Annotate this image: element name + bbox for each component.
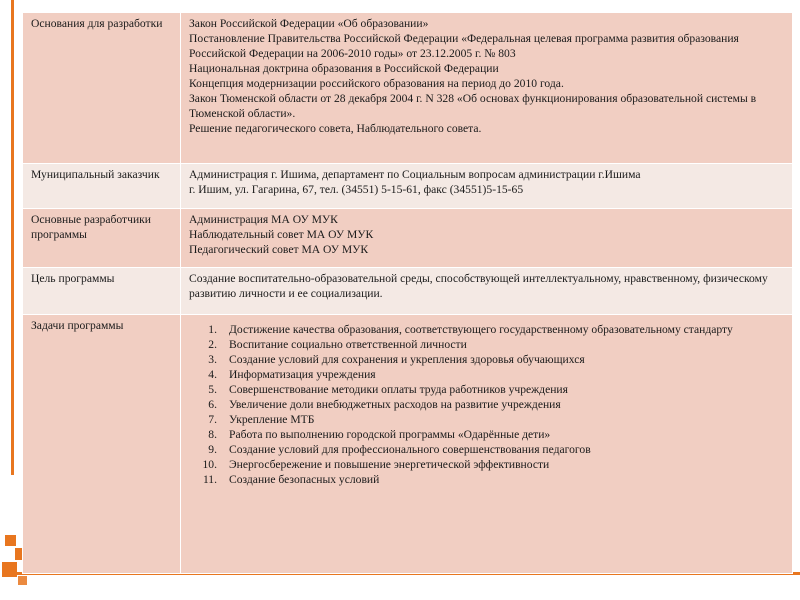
task-number: 4. <box>208 368 217 381</box>
task-number: 3. <box>208 353 217 366</box>
table-row <box>23 268 793 315</box>
decorative-square <box>2 562 17 577</box>
row-content-developers <box>181 209 793 268</box>
developer-line: Наблюдательный совет МА ОУ МУК <box>189 228 374 241</box>
list-item <box>189 382 786 397</box>
decorative-square <box>18 576 27 585</box>
decorative-vertical-line <box>11 0 14 475</box>
row-content-tasks <box>181 315 793 574</box>
task-number: 5. <box>208 383 217 396</box>
row-label-customer: Муниципальный заказчик <box>23 164 181 209</box>
list-item <box>189 457 786 472</box>
task-list <box>189 322 786 487</box>
task-number: 6. <box>208 398 217 411</box>
row-label-goal: Цель программы <box>23 268 181 315</box>
list-item <box>189 322 786 337</box>
task-text: Укрепление МТБ <box>229 413 315 426</box>
list-item <box>189 472 786 487</box>
basis-line: Закон Тюменской области от 28 декабря 2004 г. N 328 «Об основах функционирования образовательной системы в Тюменской области». <box>189 92 757 120</box>
task-text: Увеличение доли внебюджетных расходов на развитие учреждения <box>229 398 561 411</box>
task-number: 7. <box>208 413 217 426</box>
goal-text: Создание воспитательно-образовательной среды, способствующей интеллектуальному, нравственному, физическому развитию личности и ее социализации. <box>189 272 768 300</box>
task-text: Достижение качества образования, соответствующего государственному образовательному стандарту <box>229 323 733 336</box>
task-number: 10. <box>202 458 217 471</box>
developer-line: Администрация МА ОУ МУК <box>189 213 338 226</box>
task-text: Работа по выполнению городской программы «Одарённые дети» <box>229 428 551 441</box>
table-row <box>23 13 793 164</box>
list-item <box>189 427 786 442</box>
program-info-table <box>22 12 793 574</box>
row-content-basis <box>181 13 793 164</box>
row-label-developers: Основные разработчики программы <box>23 209 181 268</box>
list-item <box>189 352 786 367</box>
table-row <box>23 164 793 209</box>
list-item <box>189 397 786 412</box>
basis-line: Концепция модернизации российского образования на период до 2010 года. <box>189 77 564 90</box>
task-number: 11. <box>202 473 217 486</box>
basis-line: Постановление Правительства Российской Федерации «Федеральная целевая программа развития образования Российской Федерации на 2006-2010 годы» от 23.12.2005 г. № 803 <box>189 32 739 60</box>
table-row <box>23 209 793 268</box>
row-content-customer <box>181 164 793 209</box>
basis-line: Решение педагогического совета, Наблюдательного совета. <box>189 122 482 135</box>
basis-line: Национальная доктрина образования в Российской Федерации <box>189 62 499 75</box>
task-number: 8. <box>208 428 217 441</box>
task-number: 1. <box>208 323 217 336</box>
task-text: Воспитание социально ответственной личности <box>229 338 467 351</box>
developer-line: Педагогический совет МА ОУ МУК <box>189 243 369 256</box>
list-item <box>189 442 786 457</box>
table-row <box>23 315 793 574</box>
basis-line: Закон Российской Федерации «Об образовании» <box>189 17 429 30</box>
customer-line: Администрация г. Ишима, департамент по Социальным вопросам администрации г.Ишима <box>189 168 641 181</box>
task-text: Информатизация учреждения <box>229 368 376 381</box>
task-text: Создание условий для сохранения и укрепления здоровья обучающихся <box>229 353 585 366</box>
task-text: Совершенствование методики оплаты труда работников учреждения <box>229 383 568 396</box>
task-number: 2. <box>208 338 217 351</box>
task-text: Энергосбережение и повышение энергетической эффективности <box>229 458 550 471</box>
task-number: 9. <box>208 443 217 456</box>
row-label-tasks: Задачи программы <box>23 315 181 574</box>
list-item <box>189 367 786 382</box>
row-label-basis: Основания для разработки <box>23 13 181 164</box>
customer-line: г. Ишим, ул. Гагарина, 67, тел. (34551) 5-15-61, факс (34551)5-15-65 <box>189 183 524 196</box>
task-text: Создание безопасных условий <box>229 473 380 486</box>
decorative-square <box>5 535 16 546</box>
list-item <box>189 337 786 352</box>
row-content-goal <box>181 268 793 315</box>
list-item <box>189 412 786 427</box>
task-text: Создание условий для профессионального совершенствования педагогов <box>229 443 591 456</box>
